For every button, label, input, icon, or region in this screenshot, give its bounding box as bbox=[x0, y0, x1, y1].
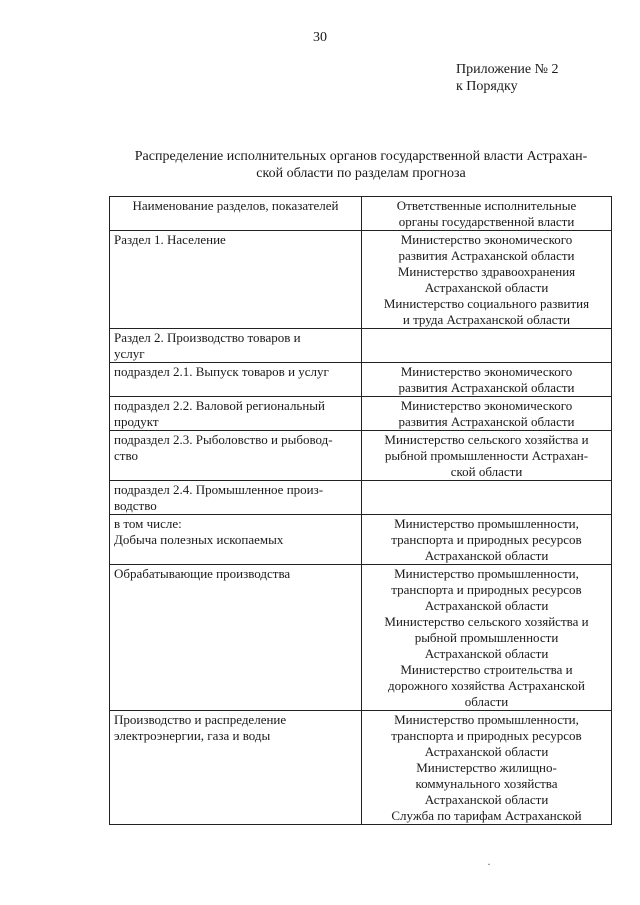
table-row bbox=[110, 363, 612, 397]
section-line: подраздел 2.3. Рыболовство и рыбовод- bbox=[114, 432, 333, 447]
header-responsible-line-2: органы государственной власти bbox=[398, 214, 575, 229]
appendix-line-1: Приложение № 2 bbox=[456, 62, 559, 77]
responsible-line: рыбной промышленности Астрахан- bbox=[384, 448, 589, 463]
table-row bbox=[110, 431, 612, 481]
responsible-line: и труда Астраханской области bbox=[402, 312, 571, 327]
section-line: ство bbox=[114, 448, 139, 463]
section-cell bbox=[110, 397, 362, 431]
responsible-cell bbox=[362, 329, 612, 363]
section-line: услуг bbox=[114, 346, 145, 361]
header-responsible-line-1: Ответственные исполнительные bbox=[396, 198, 577, 213]
responsible-line: Министерство промышленности, bbox=[394, 712, 579, 727]
responsible-cell bbox=[362, 231, 612, 329]
title-line-2: ской области по разделам прогноза bbox=[256, 166, 466, 181]
table-row bbox=[110, 565, 612, 711]
responsible-line: рыбной промышленности bbox=[414, 630, 559, 645]
responsible-cell bbox=[362, 711, 612, 825]
table-header-row bbox=[110, 197, 612, 231]
distribution-table bbox=[109, 196, 612, 825]
section-line: в том числе: bbox=[114, 516, 182, 531]
responsible-line: Астраханской области bbox=[424, 280, 549, 295]
appendix-line-2: к Порядку bbox=[456, 79, 518, 94]
section-cell bbox=[110, 431, 362, 481]
responsible-line: развития Астраханской области bbox=[398, 414, 575, 429]
page-number: 30 bbox=[313, 30, 327, 45]
section-line: электроэнергии, газа и воды bbox=[114, 728, 271, 743]
table-row bbox=[110, 515, 612, 565]
responsible-line: Астраханской области bbox=[424, 792, 549, 807]
header-sections: Наименование разделов, показателей bbox=[110, 197, 362, 231]
section-line: водство bbox=[114, 498, 157, 513]
responsible-line: Министерство здравоохранения bbox=[397, 264, 576, 279]
responsible-line: дорожного хозяйства Астраханской bbox=[388, 678, 585, 693]
table-row bbox=[110, 711, 612, 825]
responsible-cell bbox=[362, 481, 612, 515]
responsible-line: Министерство экономического bbox=[400, 364, 573, 379]
responsible-line: Астраханской области bbox=[424, 744, 549, 759]
section-line: Раздел 2. Производство товаров и bbox=[114, 330, 301, 345]
table-row bbox=[110, 231, 612, 329]
responsible-line: Астраханской области bbox=[424, 646, 549, 661]
responsible-cell bbox=[362, 363, 612, 397]
document-title bbox=[110, 148, 612, 182]
section-cell bbox=[110, 231, 362, 329]
responsible-line: Министерство экономического bbox=[400, 398, 573, 413]
section-cell bbox=[110, 515, 362, 565]
responsible-line: коммунального хозяйства bbox=[415, 776, 558, 791]
section-line: подраздел 2.2. Валовой региональный bbox=[114, 398, 326, 413]
section-line: Добыча полезных ископаемых bbox=[114, 532, 284, 547]
responsible-line: транспорта и природных ресурсов bbox=[391, 582, 582, 597]
responsible-line: Астраханской области bbox=[424, 548, 549, 563]
responsible-line: развития Астраханской области bbox=[398, 248, 575, 263]
section-line: Раздел 1. Население bbox=[114, 232, 226, 247]
table-row bbox=[110, 397, 612, 431]
responsible-line: Министерство промышленности, bbox=[394, 566, 579, 581]
appendix-label bbox=[456, 61, 559, 95]
responsible-line: Министерство экономического bbox=[400, 232, 573, 247]
title-line-1: Распределение исполнительных органов государственной власти Астрахан- bbox=[134, 149, 588, 164]
section-line: подраздел 2.1. Выпуск товаров и услуг bbox=[114, 364, 329, 379]
responsible-line: Министерство жилищно- bbox=[416, 760, 557, 775]
section-cell bbox=[110, 481, 362, 515]
section-line: подраздел 2.4. Промышленное произ- bbox=[114, 482, 324, 497]
section-cell bbox=[110, 363, 362, 397]
responsible-line: Астраханской области bbox=[424, 598, 549, 613]
section-cell bbox=[110, 329, 362, 363]
responsible-line: Служба по тарифам Астраханской bbox=[391, 808, 582, 823]
responsible-line: Министерство сельского хозяйства и bbox=[384, 614, 589, 629]
section-line: Производство и распределение bbox=[114, 712, 287, 727]
responsible-cell bbox=[362, 565, 612, 711]
section-cell bbox=[110, 565, 362, 711]
responsible-line: Министерство строительства и bbox=[400, 662, 573, 677]
section-line: Обрабатывающие производства bbox=[114, 566, 291, 581]
header-responsible bbox=[362, 197, 612, 231]
responsible-line: Министерство промышленности, bbox=[394, 516, 579, 531]
responsible-cell bbox=[362, 397, 612, 431]
table-body bbox=[110, 231, 612, 825]
responsible-line: развития Астраханской области bbox=[398, 380, 575, 395]
table-row bbox=[110, 481, 612, 515]
responsible-line: транспорта и природных ресурсов bbox=[391, 728, 582, 743]
responsible-line: ской области bbox=[450, 464, 523, 479]
section-cell bbox=[110, 711, 362, 825]
responsible-cell bbox=[362, 431, 612, 481]
responsible-cell bbox=[362, 515, 612, 565]
table-row bbox=[110, 329, 612, 363]
responsible-line: транспорта и природных ресурсов bbox=[391, 532, 582, 547]
responsible-line: Министерство сельского хозяйства и bbox=[384, 432, 589, 447]
responsible-line: области bbox=[464, 694, 509, 709]
section-line: продукт bbox=[114, 414, 159, 429]
responsible-line: Министерство социального развития bbox=[383, 296, 590, 311]
page-mark: · bbox=[487, 857, 491, 871]
